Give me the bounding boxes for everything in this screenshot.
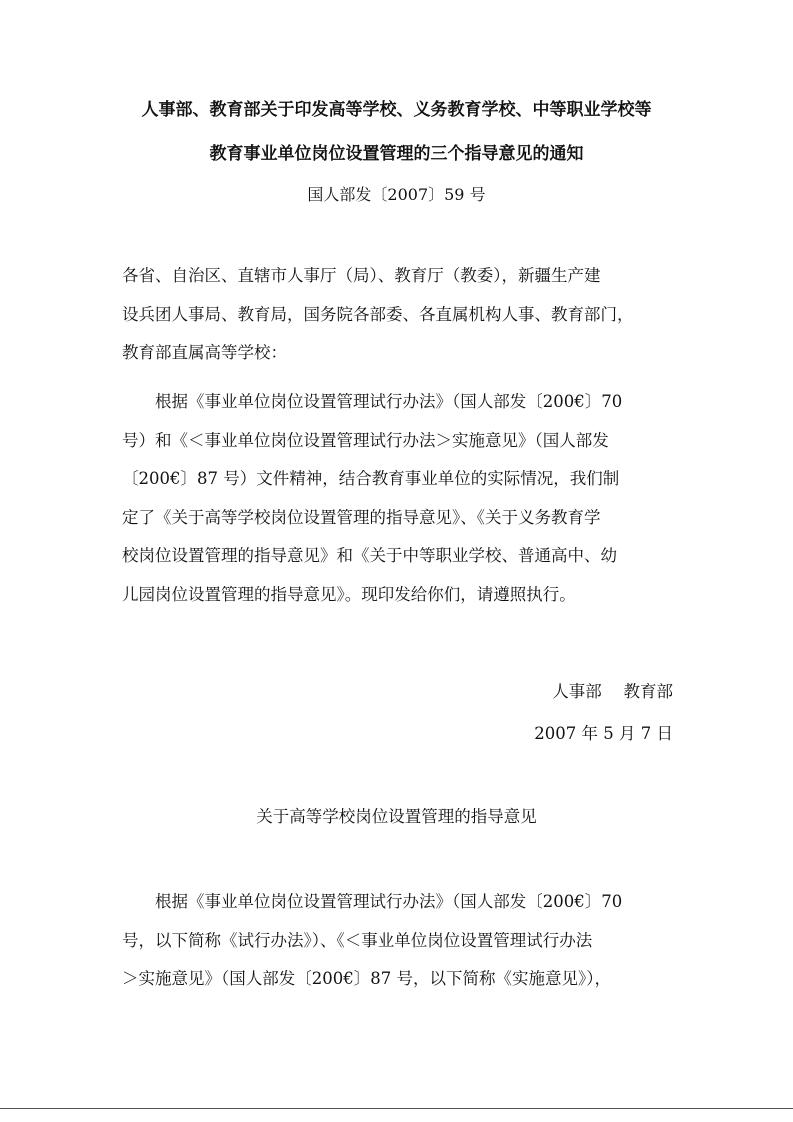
body-line: 号）和《＜事业单位岗位设置管理试行办法＞实施意见》（国人部发 — [122, 430, 609, 450]
body-line: 校岗位设置管理的指导意见》和《关于中等职业学校、普通高中、幼 — [122, 546, 617, 565]
page-bottom-divider — [0, 1108, 793, 1109]
addressee-line: 各省、自治区、直辖市人事厅（局）、教育厅（教委），新疆生产建 — [122, 266, 601, 285]
addressee-line: 设兵团人事局、教育局，国务院各部委、各直属机构人事、教育部门， — [122, 304, 634, 324]
issue-date: 2007 年 5 月 7 日 — [534, 724, 673, 743]
notice-title-line-1: 人事部、教育部关于印发高等学校、义务教育学校、中等职业学校等 — [141, 100, 652, 120]
signatories: 人事部 教育部 — [552, 682, 673, 701]
notice-title-line-2: 教育事业单位岗位设置管理的三个指导意见的通知 — [209, 144, 584, 164]
attachment-line: 号，以下简称《试行办法》）、《＜事业单位岗位设置管理试行办法 — [122, 930, 593, 950]
body-line: 根据《事业单位岗位设置管理试行办法》（国人部发〔200€〕70 — [122, 392, 623, 411]
attachment-title: 关于高等学校岗位设置管理的指导意见 — [256, 807, 537, 826]
addressee-paragraph — [122, 257, 678, 373]
addressee-line: 教育部直属高等学校： — [122, 343, 287, 362]
document-number: 国人部发〔2007〕59 号 — [307, 185, 486, 204]
body-paragraph — [122, 383, 678, 614]
attachment-line: 根据《事业单位岗位设置管理试行办法》（国人部发〔200€〕70 — [122, 892, 623, 911]
body-line: 〔200€〕87 号）文件精神，结合教育事业单位的实际情况，我们制 — [122, 469, 620, 488]
body-line: 定了《关于高等学校岗位设置管理的指导意见》、《关于义务教育学 — [122, 507, 601, 527]
body-line: 儿园岗位设置管理的指导意见》。现印发给你们，请遵照执行。 — [122, 584, 576, 604]
attachment-line: ＞实施意见》（国人部发〔200€〕87 号，以下简称《实施意见》）， — [122, 969, 611, 988]
attachment-paragraph — [122, 883, 678, 999]
